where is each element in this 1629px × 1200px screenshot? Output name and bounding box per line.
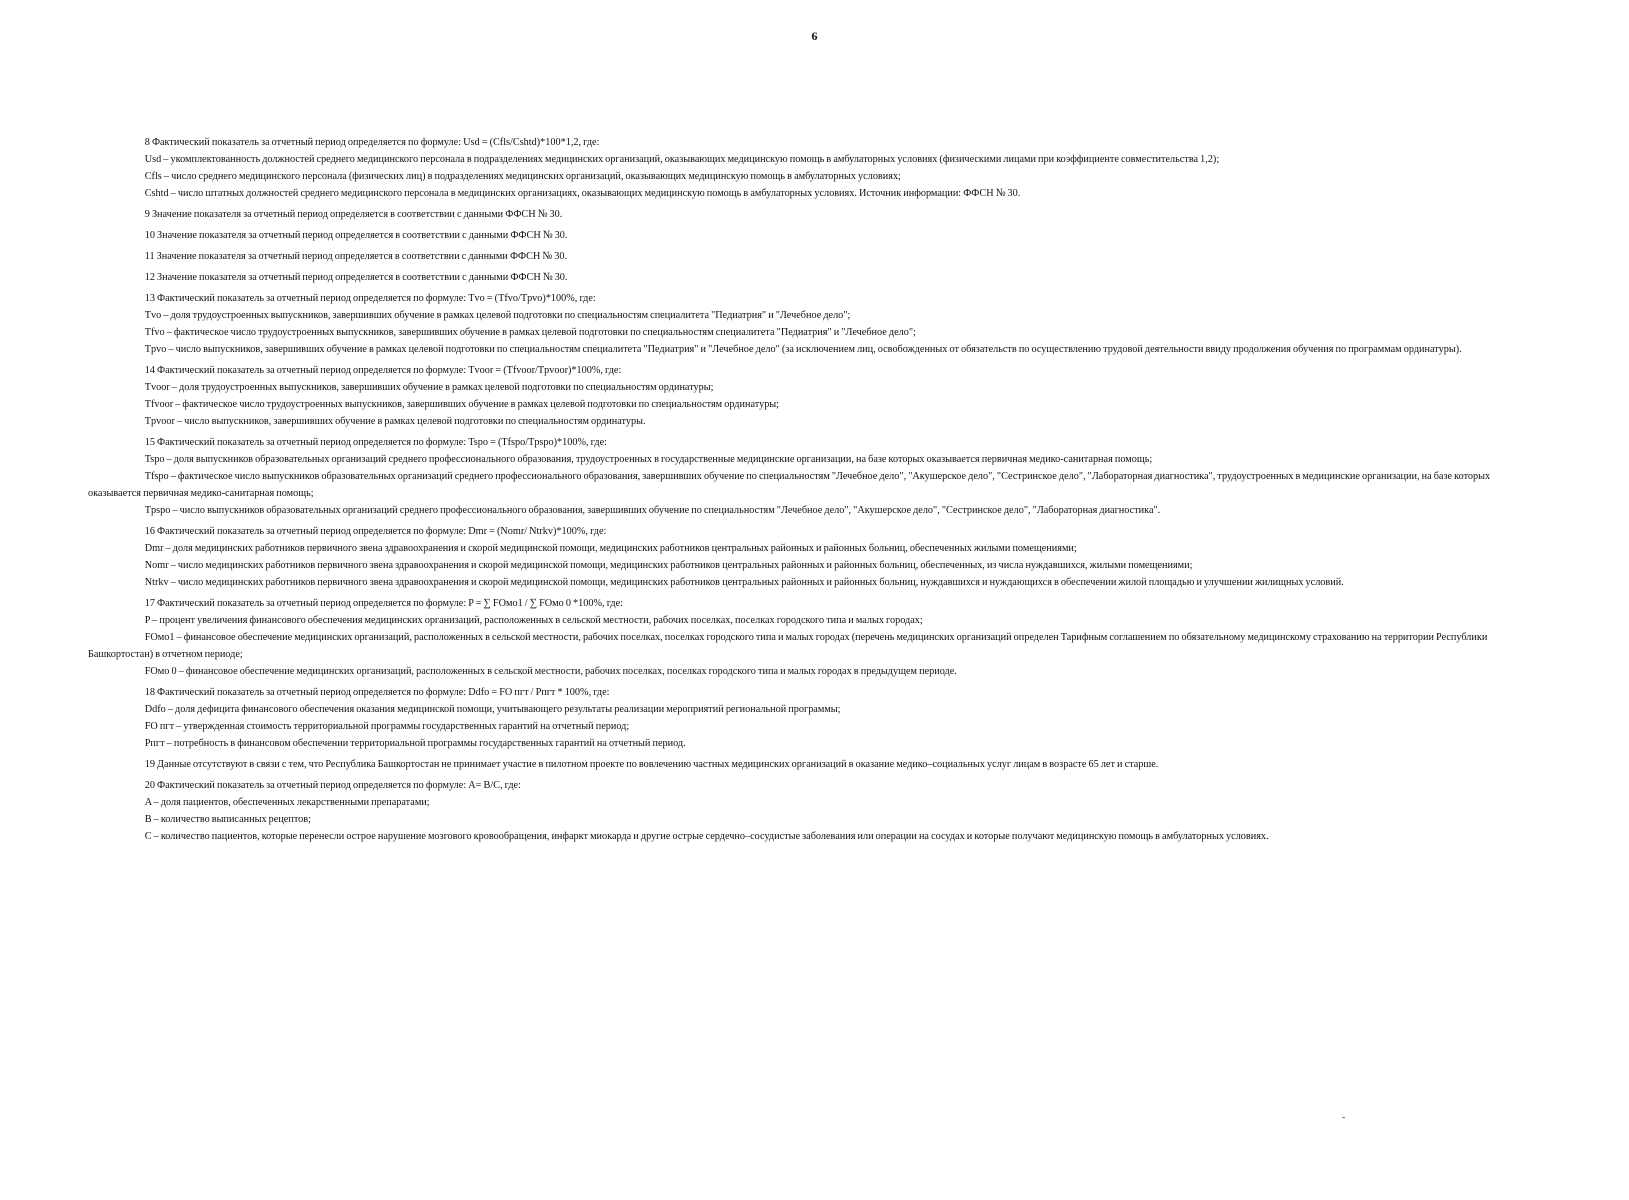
definition-line: FOмо 0 – финансовое обеспечение медицинских организаций, расположенных в сельской местности, рабочих поселках, поселках городского типа и малых городах в предыдущем периоде. xyxy=(144,665,957,677)
definition-line: Tfvo – фактическое число трудоустроенных выпускников, завершивших обучение в рамках целевой подготовки по специальностям специалитета "Педиатрия" и "Лечебное дело"; xyxy=(144,326,916,338)
page-number: 6 xyxy=(811,29,818,43)
footnote-heading: 16 Фактический показатель за отчетный период определяется по формуле: Dmr = (Nomr/ Ntrkv)*100%, где: xyxy=(144,525,607,537)
footnote-heading: 8 Фактический показатель за отчетный период определяется по формуле: Usd = (Cfls/Cshtd)*100*1,2, где: xyxy=(144,136,600,148)
definition-line: Tspo – доля выпускников образовательных организаций среднего профессионального образования, трудоустроенных в государственные медицинские организации, на базе которых оказывается первичная медико-санитарная помощь; xyxy=(144,453,1153,465)
footnote-heading: 12 Значение показателя за отчетный период определяется в соответствии с данными ФФСН № 30. xyxy=(144,271,568,283)
footnote-19 xyxy=(88,756,1576,773)
definition-line: FO пгт – утвержденная стоимость территориальной программы государственных гарантий на отчетный период; xyxy=(144,720,630,732)
footnote-17 xyxy=(88,595,1576,680)
definition-line: A – доля пациентов, обеспеченных лекарственными препаратами; xyxy=(144,796,430,808)
definition-line: Tfspo – фактическое число выпускников образовательных организаций среднего профессионального образования, завершивших обучение по специальностям "Лечебное дело", "Акушерское дело", "Сестринское дело", "Лабораторная диагностика", трудоустроенных в медицинские организации, на базе которых оказывается первичная медико-санитарная помощь; xyxy=(88,470,1491,499)
definition-line: Tfvoor – фактическое число трудоустроенных выпускников, завершивших обучение в рамках целевой подготовки по специальностям ординатуры; xyxy=(144,398,780,410)
definition-line: Tpvoor – число выпускников, завершивших обучение в рамках целевой подготовки по специальностям ординатуры. xyxy=(144,415,646,427)
footnote-18 xyxy=(88,684,1576,752)
footnote-heading: 20 Фактический показатель за отчетный период определяется по формуле: A= B/C, где: xyxy=(144,779,521,791)
footnote-14 xyxy=(88,362,1576,430)
definition-line: Tvo – доля трудоустроенных выпускников, завершивших обучение в рамках целевой подготовки по специальностям специалитета "Педиатрия" и "Лечебное дело"; xyxy=(144,309,851,321)
footnote-16 xyxy=(88,523,1576,591)
footnote-heading: 19 Данные отсутствуют в связи с тем, что Республика Башкортостан не принимает участие в пилотном проекте по вовлечению частных медицинских организаций в оказание медико–социальных услуг лицам в возрасте 65 лет и старше. xyxy=(144,758,1159,770)
footnote-heading: 10 Значение показателя за отчетный период определяется в соответствии с данными ФФСН № 30. xyxy=(144,229,568,241)
footnote-11 xyxy=(88,248,1576,265)
definition-line: Nomr – число медицинских работников первичного звена здравоохранения и скорой медицинской помощи, медицинских работников центральных районных и районных больниц, обеспеченных, из числа нуждавшихся, жилыми помещениями; xyxy=(144,559,1193,571)
footnote-12 xyxy=(88,269,1576,286)
footnote-heading: 15 Фактический показатель за отчетный период определяется по формуле: Tspo = (Tfspo/Tpspo)*100%, где: xyxy=(144,436,607,448)
footnote-20 xyxy=(88,777,1576,845)
footnote-heading: 9 Значение показателя за отчетный период определяется в соответствии с данными ФФСН № 30. xyxy=(144,208,563,220)
definition-line: FOмо1 – финансовое обеспечение медицинских организаций, расположенных в сельской местности, рабочих поселках, поселках городского типа и малых городах (перечень медицинских организаций определен Тарифным соглашением по обязательному медицинскому страхованию на территории Республики Башкортостан) в отчетном периоде; xyxy=(88,631,1488,660)
definition-line: B – количество выписанных рецептов; xyxy=(144,813,311,825)
document-body xyxy=(88,134,1576,849)
definition-line: Usd – укомплектованность должностей среднего медицинского персонала в подразделениях медицинских организаций, оказывающих медицинскую помощь в амбулаторных условиях (физическими лицами при коэффициенте совместительства 1,2); xyxy=(144,153,1220,165)
footnote-13 xyxy=(88,290,1576,358)
definition-line: Ntrkv – число медицинских работников первичного звена здравоохранения и скорой медицинской помощи, медицинских работников центральных районных и районных больниц, нуждавшихся и нуждающихся в обеспечении жилой площадью и улучшении жилищных условий. xyxy=(144,576,1344,588)
footnote-15 xyxy=(88,434,1576,519)
footnote-heading: 13 Фактический показатель за отчетный период определяется по формуле: Tvo = (Tfvo/Tpvo)*100%, где: xyxy=(144,292,596,304)
footnote-8 xyxy=(88,134,1576,202)
definition-line: Ddfo – доля дефицита финансового обеспечения оказания медицинской помощи, учитывающего результаты реализации мероприятий региональной программы; xyxy=(144,703,841,715)
definition-line: C – количество пациентов, которые перенесли острое нарушение мозгового кровообращения, инфаркт миокарда и другие острые сердечно–сосудистые заболевания или операции на сосудах и которые получают медицинскую помощь в амбулаторных условиях. xyxy=(144,830,1269,842)
footnote-9 xyxy=(88,206,1576,223)
footnote-heading: 17 Фактический показатель за отчетный период определяется по формуле: P = ∑ FOмо1 / ∑ FOмо 0 *100%, где: xyxy=(144,597,623,609)
footnote-heading: 18 Фактический показатель за отчетный период определяется по формуле: Ddfo = FO пгт / Pпгт * 100%, где: xyxy=(144,686,610,698)
footnote-heading: 14 Фактический показатель за отчетный период определяется по формуле: Tvoor = (Tfvoor/Tpvoor)*100%, где: xyxy=(144,364,622,376)
definition-line: Tpvo – число выпускников, завершивших обучение в рамках целевой подготовки по специальностям специалитета "Педиатрия" и "Лечебное дело" (за исключением лиц, освобожденных от обязательств по осуществлению трудовой деятельности ввиду продолжения обучения по программам ординатуры). xyxy=(144,343,1462,355)
definition-line: Cfls – число среднего медицинского персонала (физических лиц) в подразделениях медицинских организаций, оказывающих медицинскую помощь в амбулаторных условиях; xyxy=(144,170,901,182)
scan-mark: - xyxy=(1342,1112,1346,1123)
definition-line: Dmr – доля медицинских работников первичного звена здравоохранения и скорой медицинской помощи, медицинских работников центральных районных и районных больниц, обеспеченных жилыми помещениями; xyxy=(144,542,1077,554)
definition-line: Cshtd – число штатных должностей среднего медицинского персонала в медицинских организациях, оказывающих медицинскую помощь в амбулаторных условиях. Источник информации: ФФСН № 30. xyxy=(144,187,1021,199)
footnote-10 xyxy=(88,227,1576,244)
definition-line: Pпгт – потребность в финансовом обеспечении территориальной программы государственных гарантий на отчетный период. xyxy=(144,737,686,749)
definition-line: P – процент увеличения финансового обеспечения медицинских организаций, расположенных в сельской местности, рабочих поселках, поселках городского типа и малых городах; xyxy=(144,614,923,626)
definition-line: Tvoor – доля трудоустроенных выпускников, завершивших обучение в рамках целевой подготовки по специальностям ординатуры; xyxy=(144,381,714,393)
definition-line: Tpspo – число выпускников образовательных организаций среднего профессионального образования, завершивших обучение по специальностям "Лечебное дело", "Акушерское дело", "Сестринское дело", "Лабораторная диагностика". xyxy=(144,504,1161,516)
footnote-heading: 11 Значение показателя за отчетный период определяется в соответствии с данными ФФСН № 30. xyxy=(144,250,568,262)
